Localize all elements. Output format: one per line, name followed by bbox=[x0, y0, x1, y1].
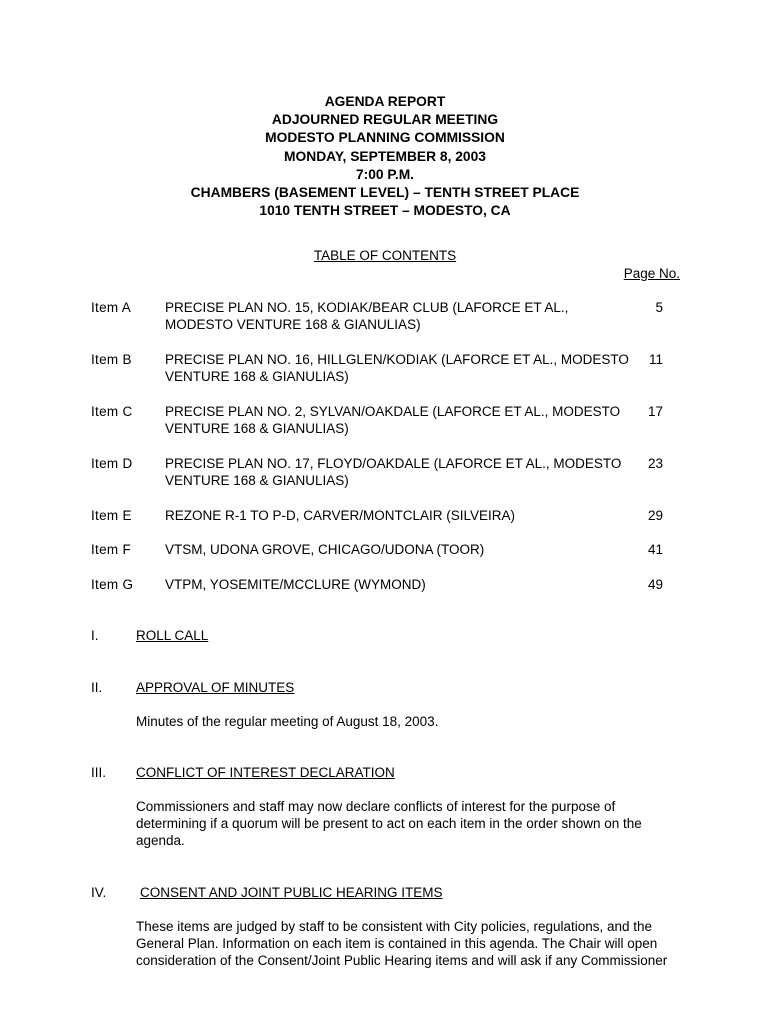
toc-item-description: PRECISE PLAN NO. 2, SYLVAN/OAKDALE (LAFORCE ET AL., MODESTO VENTURE 168 & GIANULIAS) bbox=[165, 404, 621, 436]
toc-item-page: 49 bbox=[647, 577, 663, 592]
section-title: CONSENT AND JOINT PUBLIC HEARING ITEMS bbox=[140, 885, 443, 900]
toc-item-label: Item C bbox=[91, 404, 133, 419]
toc-item-description: VTPM, YOSEMITE/MCCLURE (WYMOND) bbox=[165, 577, 426, 592]
section-number: IV. bbox=[91, 885, 107, 900]
toc-title: TABLE OF CONTENTS bbox=[313, 248, 457, 263]
section-number: III. bbox=[91, 765, 107, 780]
toc-item-page: 41 bbox=[647, 542, 663, 557]
section-title: ROLL CALL bbox=[136, 628, 209, 643]
header-line-date: MONDAY, SEPTEMBER 8, 2003 bbox=[284, 148, 486, 164]
toc-item-label: Item A bbox=[91, 300, 132, 315]
toc-item-page: 5 bbox=[655, 300, 663, 315]
section-body-conflict: Commissioners and staff may now declare conflicts of interest for the purpose of determining if a quorum will be present to act on each item in the order shown on the agenda. bbox=[136, 799, 642, 848]
toc-item-page: 23 bbox=[647, 456, 663, 471]
toc-item-description: PRECISE PLAN NO. 17, FLOYD/OAKDALE (LAFORCE ET AL., MODESTO VENTURE 168 & GIANULIAS) bbox=[165, 456, 622, 488]
header-line-address: 1010 TENTH STREET – MODESTO, CA bbox=[259, 203, 511, 219]
toc-item-label: Item G bbox=[91, 577, 134, 592]
toc-item-label: Item B bbox=[91, 352, 132, 367]
toc-item-label: Item F bbox=[91, 542, 132, 557]
toc-item-page: 17 bbox=[647, 404, 663, 419]
toc-item-description: PRECISE PLAN NO. 15, KODIAK/BEAR CLUB (LAFORCE ET AL., MODESTO VENTURE 168 & GIANULIAS) bbox=[165, 300, 569, 332]
header-line-location: CHAMBERS (BASEMENT LEVEL) – TENTH STREET PLACE bbox=[190, 185, 580, 201]
section-number: II. bbox=[91, 680, 103, 695]
toc-item-description: PRECISE PLAN NO. 16, HILLGLEN/KODIAK (LAFORCE ET AL., MODESTO VENTURE 168 & GIANULIAS) bbox=[165, 352, 629, 384]
agenda-header bbox=[0, 93, 770, 220]
toc-item-page: 11 bbox=[648, 352, 663, 367]
section-number: I. bbox=[91, 628, 99, 643]
header-line-time: 7:00 P.M. bbox=[355, 166, 415, 182]
toc-item-description: VTSM, UDONA GROVE, CHICAGO/UDONA (TOOR) bbox=[165, 542, 485, 557]
section-body-consent: These items are judged by staff to be consistent with City policies, regulations, and the General Plan. Information on each item is contained in this agenda. The Chair will open consideration of the Consent/Joint Public Hearing items and will ask if any Commissioner bbox=[136, 919, 668, 968]
section-body-minutes: Minutes of the regular meeting of August 18, 2003. bbox=[136, 714, 439, 729]
section-title: APPROVAL OF MINUTES bbox=[136, 680, 295, 695]
toc-item-page: 29 bbox=[647, 508, 663, 523]
header-line-meeting: ADJOURNED REGULAR MEETING bbox=[271, 112, 499, 128]
toc-page-no-label: Page No. bbox=[623, 266, 680, 281]
header-line-report: AGENDA REPORT bbox=[324, 94, 446, 109]
header-line-commission: MODESTO PLANNING COMMISSION bbox=[265, 130, 505, 146]
toc-item-label: Item E bbox=[91, 508, 132, 523]
section-title: CONFLICT OF INTEREST DECLARATION bbox=[136, 765, 395, 780]
toc-item-description: REZONE R-1 TO P-D, CARVER/MONTCLAIR (SILVEIRA) bbox=[165, 508, 516, 523]
toc-item-label: Item D bbox=[91, 456, 133, 471]
